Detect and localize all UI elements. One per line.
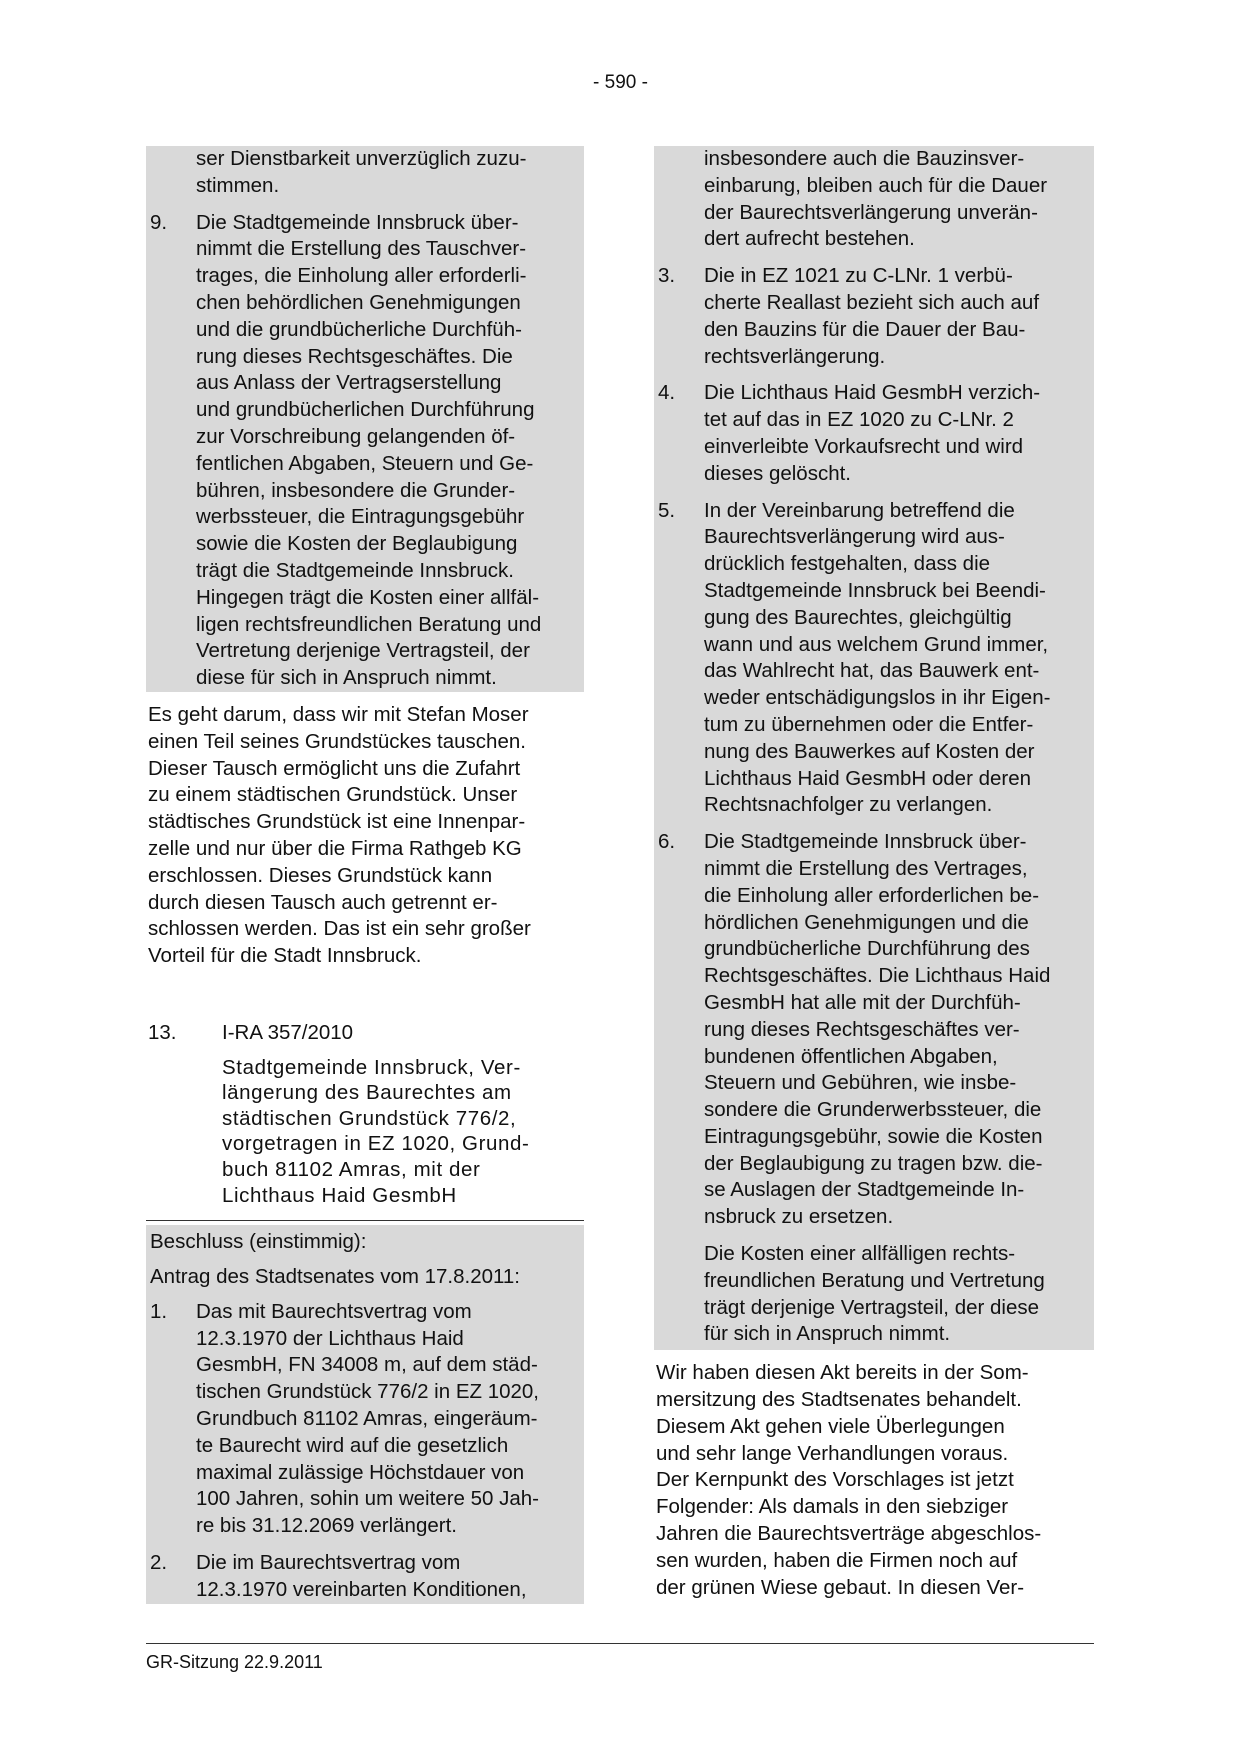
item-number: 5.	[658, 498, 676, 522]
list-item	[654, 263, 1094, 370]
list-item	[146, 210, 584, 692]
item-text: Das mit Baurechtsvertrag vom 12.3.1970 der Lichthaus Haid GesmbH, FN 34008 m, auf dem städ- tischen Grundstück 776/2 in EZ 1020, Grundbuch 81102 Amras, eingeräum- te Baurecht wird auf die gesetzlich maximal zulässige Höchstdauer von 100 Jahren, sohin um weitere 50 Jah- re bis 31.12.2069 verlängert.	[196, 1299, 540, 1538]
item-number: 3.	[658, 264, 676, 288]
agenda-number: 13.	[148, 1020, 177, 1044]
footer-divider	[146, 1643, 1094, 1644]
agenda-item-heading	[146, 1020, 584, 1047]
footer-session: GR-Sitzung 22.9.2011	[146, 1652, 323, 1672]
item-text: Die Stadtgemeinde Innsbruck über- nimmt die Erstellung des Vertrages, die Einholung aller erforderlichen be- hördlichen Genehmigungen und die grundbücherliche Durchführung des Rechtsgeschäftes. Die Lichthaus Haid GesmbH hat alle mit der Durchfüh- rung dieses Rechtsgeschäftes ver- bundenen öffentlichen Abgaben, Steuern und Gebühren, wie insbe- sondere die Grunderwerbssteuer, die Eintragungsgebühr, sowie die Kosten der Beglaubigung zu tragen bzw. die- se Auslagen der Stadtgemeinde In- nsbruck zu ersetzen.	[704, 830, 1051, 1229]
agenda-description: Stadtgemeinde Innsbruck, Ver- längerung des Baurechtes am städtischen Grundstück 776/2, vorgetragen in EZ 1020, Grund- buch 81102 Amras, mit der Lichthaus Haid GesmbH	[222, 1055, 530, 1207]
item-text: Die Lichthaus Haid GesmbH verzich- tet auf das in EZ 1020 zu C-LNr. 2 einverleibte Vorkaufsrecht und wird dieses gelöscht.	[704, 381, 1041, 485]
item-text: In der Vereinbarung betreffend die Baurechtsverlängerung wird aus- drücklich festgehalten, dass die Stadtgemeinde Innsbruck bei Beendi- gung des Baurechtes, gleichgültig wann und aus welchem Grund immer, das Wahlrecht hat, das Bauwerk ent- weder entschädigungslos in ihr Eigen- tum zu übernehmen oder die Entfer- nung des Bauwerkes auf Kosten der Lichthaus Haid GesmbH oder deren Rechtsnachfolger zu verlangen.	[704, 498, 1051, 817]
page-number: - 590 -	[593, 72, 648, 93]
resolution-label: Beschluss (einstimmig):	[150, 1230, 367, 1254]
resolution-block	[146, 1225, 584, 1603]
list-item	[654, 380, 1094, 487]
item-text: Die in EZ 1021 zu C-LNr. 1 verbü- cherte Reallast bezieht sich auch auf den Bauzins für die Dauer der Bau- rechtsverlängerung.	[704, 264, 1040, 368]
speech-paragraph: Wir haben diesen Akt bereits in der Som- mersitzung des Stadtsenates behandelt. Diesem Akt gehen viele Überlegungen und sehr lange Verhandlungen voraus. Der Kernpunkt des Vorschlages ist jetzt Folgender: Als damals in den siebziger Jahren die Baurechtsverträge abgeschlos- sen wurden, haben die Firmen noch auf der grünen Wiese gebaut. In diesen Ver-	[656, 1361, 1042, 1599]
resolution-block-cont	[654, 146, 1094, 1350]
item-number: 4.	[658, 381, 676, 405]
speech-paragraph: Es geht darum, dass wir mit Stefan Moser einen Teil seines Grundstückes tauschen. Dieser Tausch ermöglicht uns die Zufahrt zu einem städtischen Grundstück. Unser städtisches Grundstück ist eine Innenpar- zelle und nur über die Firma Rathgeb KG erschlossen. Dieses Grundstück kann durch diesen Tausch auch getrennt er- schlossen werden. Das ist ein sehr großer Vorteil für die Stadt Innsbruck.	[148, 702, 531, 968]
continued-text: insbesondere auch die Bauzinsver- einbarung, bleiben auch für die Dauer der Baurechtsverlängerung unverän- dert aufrecht bestehen.	[704, 147, 1048, 251]
item-text: Die im Baurechtsvertrag vom 12.3.1970 vereinbarten Konditionen,	[196, 1551, 527, 1601]
continued-text: ser Dienstbarkeit unverzüglich zuzu- stimmen.	[196, 147, 527, 197]
item-number: 1.	[150, 1299, 168, 1323]
list-item	[146, 1550, 584, 1604]
item-number: 9.	[150, 210, 168, 234]
item-number: 2.	[150, 1551, 168, 1575]
list-item	[654, 829, 1094, 1231]
list-item	[146, 1299, 584, 1540]
right-column	[654, 146, 1094, 1601]
item-continuation: Die Kosten einer allfälligen rechts- freundlichen Beratung und Vertretung trägt derjenige Vertragsteil, der diese für sich in Anspruch nimmt.	[704, 1242, 1045, 1346]
resolution-block-prev	[146, 146, 584, 692]
left-column	[146, 146, 584, 1604]
list-item	[654, 498, 1094, 820]
agenda-reference: I-RA 357/2010	[222, 1020, 354, 1044]
motion-label: Antrag des Stadtsenates vom 17.8.2011:	[150, 1265, 521, 1289]
divider	[146, 1220, 584, 1221]
item-text: Die Stadtgemeinde Innsbruck über- nimmt die Erstellung des Tauschver- trages, die Einholung aller erforderli- chen behördlichen Genehmigungen und die grundbücherliche Durchfüh- rung dieses Rechtsgeschäftes. Die aus Anlass der Vertragserstellung und grundbücherlichen Durchführung zur Vorschreibung gelangenden öf- fentlichen Abgaben, Steuern und Ge- bühren, insbesondere die Grunder- werbssteuer, die Eintragungsgebühr sowie die Kosten der Beglaubigung trägt die Stadtgemeinde Innsbruck. Hingegen trägt die Kosten einer allfäl- ligen rechtsfreundlichen Beratung und Vertretung derjenige Vertragsteil, der diese für sich in Anspruch nimmt.	[196, 210, 542, 690]
item-number: 6.	[658, 830, 676, 854]
